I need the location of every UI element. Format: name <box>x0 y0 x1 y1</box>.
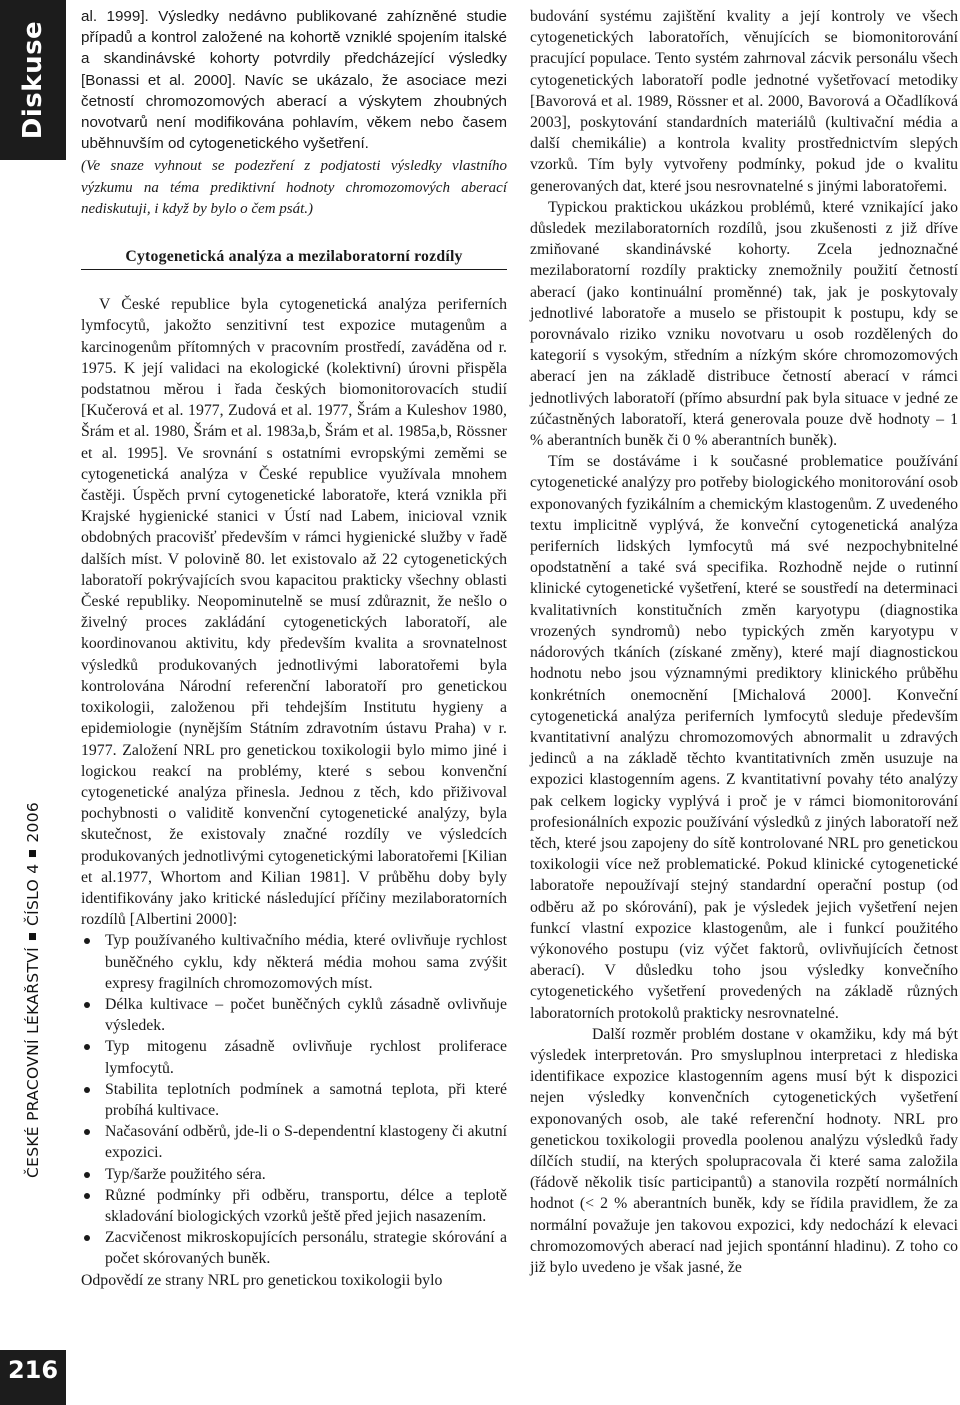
journal-running-head <box>24 802 42 1178</box>
paragraph: Tím se dostáváme i k současné problematice používání cytogenetické analýzy pro potřeby biologického monitorování osob exponovaných fyzikálním a chemickým klastogenům. Z uvedeného textu implicitně vyplývá, že konveční cytogenetická analýza periferních lidských lymfocytů má své nezpochybnitelné opodstatnění a také svá specifika. Rozhodně nejde o rutinní klinické cytogenetické vyšetření, které se soustředí na determinaci kvalitativních konstitučních změn karyotypu (diagnostika vrozených syndromů) nebo typických změn karyotypu v nádorových tkáních (získané změny), které mají diagnostickou hodnotu nebo jsou významnými prediktory klinického průběhu konkrétních onemocnění [Michalová 2000]. Konveční cytogenetická analýza periferních lymfocytů sleduje především kvantitativní analýzu chromozomových abnormalit u zdravých jedinců a na základě těchto kvantitativních změn usuzuje na expozici klastogenním agens. Z kvantitativní povahy této analýzy pak celkem logicky vyplývá i proč je v rámci biomonitorování profesionálních expozic používání výsledků z jiných laboratoří než těch, které jsou zapojeny do sítě kontrolované NRL pro genetickou toxikologii více než problematické. Pokud klinické cytogenetické laboratoře nepoužívají stejný standardní operační postup (od odběru až po skórování), pak je výsledek jejich vyšetření nejen funkcí vlastní expozice klastogenům, ale i funkcí použitého výkonového postupu (viz výčet faktorů, ovlivňujících četnost aberací). V důsledku toho jsou výsledky konvečního cytogenetického vyšetření provedených na základě různých laboratorních protokolů prakticky nesrovnatelné. <box>530 453 958 1022</box>
paragraph: Typickou praktickou ukázkou problémů, které vznikající jako důsledek mezilaboratorních rozdílů, jsou zkušenosti z již dříve zmiňované skandinávské kohorty. Zcela jednoznačné mezilaboratorní rozdíly prakticky znemožnily použití četností aberací (jako kontinuální proměnné) tak, jak je poskytovaly jednotlivé laboratoře a muselo se přistoupit k postupu, kdy se porovnávalo riziko vzniku novotvaru u osob rozdělených do kategorií s vysokým, středním a nízkým skóre chromozomových aberací jen na základě distribuce četností aberací v rámci jednotlivých laboratoří (přímo absurdní pak byla situace v jedné ze zúčastněných laboratoří, která generovala pouze dvě hodnoty – 1 % aberantních buněk či 0 % aberantních buněk). <box>530 198 958 450</box>
separator-square-icon <box>29 850 36 857</box>
list-item: Zacvičenost mikroskopujících personálu, strategie skórování a počet skórovaných buněk. <box>81 1227 507 1269</box>
page-number: 216 <box>7 1356 59 1384</box>
author-note: (Ve snaze vyhnout se podezření z podjatosti výsledky vlastního výzkumu na téma prediktivní hodnoty chromozomových aberací nediskutuji, i když by bylo o čem psát.) <box>81 158 507 217</box>
paragraph: Odpovědí ze strany NRL pro genetickou toxikologii bylo <box>81 1271 443 1289</box>
left-column <box>81 6 507 1291</box>
paragraph: V České republice byla cytogenetická analýza periferních lymfocytů, jakožto senzitivní test expozice mutagenům a karcinogenům přítomných v pracovním prostředí, zaváděna od r. 1975. K její validaci na ekologické (kolektivní) úrovni přispěla podstatnou měrou i řada českých biomonitorovacích studií [Kučerová et al. 1977, Zudová et al. 1977, Šrám a Kuleshov 1980, Šrám et al. 1980, Šrám et al. 1983a,b, Šrám et al. 1985a,b, Rössner et al. 1995]. Ve srovnání s ostatními evropskými zeměmi se cytogenetická analýza v České republice využívala mnohem častěji. Úspěch první cytogenetické laboratoře, která vznikla při Krajské hygienické stanici v Ústí nad Labem, inicioval vznik obdobných pracovišť především v rámci hygienické služby v řadě dalších míst. V polovině 80. let existovalo až 22 cytogenetických laboratoří pokrývajících svou kapacitou prakticky všechny oblasti České republiky. Neopominutelně se musí zdůraznit, že nešlo o živelný proces zakládání cytogenetických laboratoří, ale koordinovanou aktivitu, kdy především kvalita a srovnatelnost výsledků produkovaných jednotlivými laboratořemi byla kontrolována Národní referenční laboratoří pro genetickou toxikologii, založenou při tehdejším Institutu hygieny a epidemiologie (nynějším Státním zdravotním ústavu Praha) v r. 1977. Založení NRL pro genetickou toxikologii bylo mimo jiné i logickou reakcí na problémy, které s sebou konvenční cytogenetické analýza přinesla. Jednou z těch, kdo přiživoval pochybnosti o validitě konvenční cytogenetické analýzy, byla skutečnost, že existovaly značné rozdíly ve výsledcích produkovaných jednotlivými cytogenetickými laboratořemi [Kilian et al.1977, Whortom and Kilian 1981]. V průběhu doby byly identifikovány jako kritické následující příčiny mezilaboratorních rozdílů [Albertini 2000]: <box>81 296 507 929</box>
list-item: Typ používaného kultivačního média, které ovlivňuje rychlost buněčného cyklu, kdy některá média mohou sama zvýšit expresy fragilních chromozomových míst. <box>81 930 507 994</box>
journal-title: ČESKÉ PRACOVNÍ LÉKAŘSTVÍ <box>24 947 42 1179</box>
list-item: Různé podmínky při odběru, transportu, délce a teplotě skladování biologických vzorků ještě před jejich nasazením. <box>81 1185 507 1227</box>
issue-year: 2006 <box>24 801 42 843</box>
paragraph: al. 1999]. Výsledky nedávno publikované zahízněné studie případů a kontrol založené na kohortě vzniklé spojením italské a skandinávské kohorty potvrdily předcházející výsledky [Bonassi et al. 2000]. Navíc se ukázalo, že asociace mezi četností chromozomových aberací a výskytem zhoubných novotvarů není modifikována pohlavím, věkem nebo časem uběhnuvším od cytogenetického vyšetření. <box>81 8 507 153</box>
issue-number: ČÍSLO 4 <box>24 863 42 927</box>
list-item: Typ mitogenu zásadně ovlivňuje rychlost proliferace lymfocytů. <box>81 1036 507 1078</box>
list-item: Načasování odběrů, jde-li o S-dependentní klastogeny či akutní expozici. <box>81 1121 507 1163</box>
list-item: Stabilita teplotních podmínek a samotná teplota, při které probíhá kultivace. <box>81 1079 507 1121</box>
paragraph: Další rozměr problém dostane v okamžiku, kdy má být výsledek interpretován. Pro smysluplnou interpretaci z hlediska identifikace expozice klastogenním agens musí být k dispozici nejen výsledky konvenčních cytogenetických vyšetření exponovaných osob, ale také referenční hodnoty. NRL pro genetickou toxikologii provedla poolenou analýzu výsledků řady dílčích studií, na kterých spolupracovala či které sama založila (řádově několik tisíc participantů) a stanovila rozpětí normálních hodnot (< 2 % aberantních buněk, kdy se řídila pravidlem, že za normální považuje jen takovou expozici, kdy nedochází k elevaci chromozomových aberací nad jejich spontánní hladinu). Z toho co již bylo uvedeno je však jasné, že <box>530 1025 958 1276</box>
section-heading: Cytogenetická analýza a mezilaboratorní rozdíly <box>81 246 507 270</box>
section-tab <box>0 0 66 160</box>
section-label: Diskuse <box>18 20 48 140</box>
paragraph: budování systému zajištění kvality a její kontroly ve všech cytogenetických laboratořích, věnujících se biomonitorování pracující populace. Tento systém zahrnoval zácvik personálu všech cytogenetických laboratoří podle jednotné vyšetřovací metodiky [Bavorová et al. 1989, Rössner et al. 2000, Bavorová a Očadlíková 2003], poskytování standardních materiálů (kultivační média a další chemikálie) a kontrola kvality prostřednictvím slepých vzorků. Tím byly vytvořeny podmínky, pokud jde o kvalitu generovaných dat, které jsou nesrovnatelné s jinými laboratořemi. <box>530 8 958 195</box>
page-sidebar <box>0 0 66 1405</box>
separator-square-icon <box>29 933 36 940</box>
bullet-list <box>81 930 507 1269</box>
list-item: Délka kultivace – počet buněčných cyklů zásadně ovlivňuje výsledek. <box>81 994 507 1036</box>
right-column <box>530 6 958 1278</box>
list-item: Typ/šarže použitého séra. <box>81 1164 507 1185</box>
